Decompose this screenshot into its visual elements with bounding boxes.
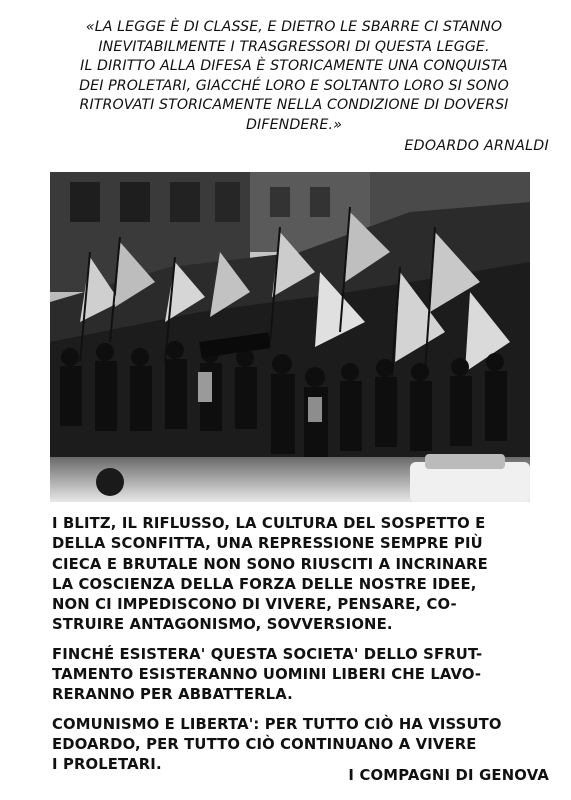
- quote-line: «LA LEGGE È DI CLASSE, E DIETRO LE SBARRE CI STANNO: [85, 19, 503, 35]
- text-line: DELLA SCONFITTA, UNA REPRESSIONE SEMPRE PIÙ: [52, 535, 483, 553]
- text-line: I BLITZ, IL RIFLUSSO, LA CULTURA DEL SOSPETTO E: [52, 515, 486, 532]
- paragraph-2: [52, 645, 552, 706]
- text-line: COMUNISMO E LIBERTA': PER TUTTO CIÒ HA VISSUTO: [52, 715, 502, 733]
- text-line: LA COSCIENZA DELLA FORZA DELLE NOSTRE IDEE,: [52, 575, 477, 593]
- text-line: RERANNO PER ABBATTERLA.: [52, 686, 293, 704]
- text-line: TAMENTO ESISTERANNO UOMINI LIBERI CHE LAVO-: [52, 666, 482, 684]
- crowd-march-photo-icon: [50, 172, 530, 502]
- text-line: EDOARDO, PER TUTTO CIÒ CONTINUANO A VIVERE: [52, 735, 477, 753]
- text-line: FINCHÉ ESISTERA' QUESTA SOCIETA' DELLO SFRUT-: [52, 645, 483, 663]
- crowd-march-photo: [50, 172, 530, 502]
- text-line: I PROLETARI.: [52, 756, 162, 774]
- text-line: STRUIRE ANTAGONISMO, SOVVERSIONE.: [52, 616, 393, 634]
- quote-line: RITROVATI STORICAMENTE NELLA CONDIZIONE DI DOVERSI: [79, 97, 509, 113]
- quote-line: IL DIRITTO ALLA DIFESA È STORICAMENTE UNA CONQUISTA: [80, 58, 508, 74]
- text-line: NON CI IMPEDISCONO DI VIVERE, PENSARE, CO-: [52, 596, 457, 614]
- quote-line: DIFENDERE.»: [246, 116, 342, 133]
- manifesto-text: [52, 514, 552, 785]
- quote-author: EDOARDO ARNALDI: [404, 138, 549, 154]
- paragraph-1: [52, 514, 552, 636]
- quote-line: INEVITABILMENTE I TRASGRESSORI DI QUESTA LEGGE.: [98, 38, 490, 55]
- signature: I COMPAGNI DI GENOVA: [348, 767, 549, 784]
- quote-block: [40, 18, 548, 135]
- text-line: CIECA E BRUTALE NON SONO RIUSCITI A INCRINARE: [52, 555, 488, 573]
- quote-line: DEI PROLETARI, GIACCHÉ LORO E SOLTANTO LORO SI SONO: [79, 77, 509, 94]
